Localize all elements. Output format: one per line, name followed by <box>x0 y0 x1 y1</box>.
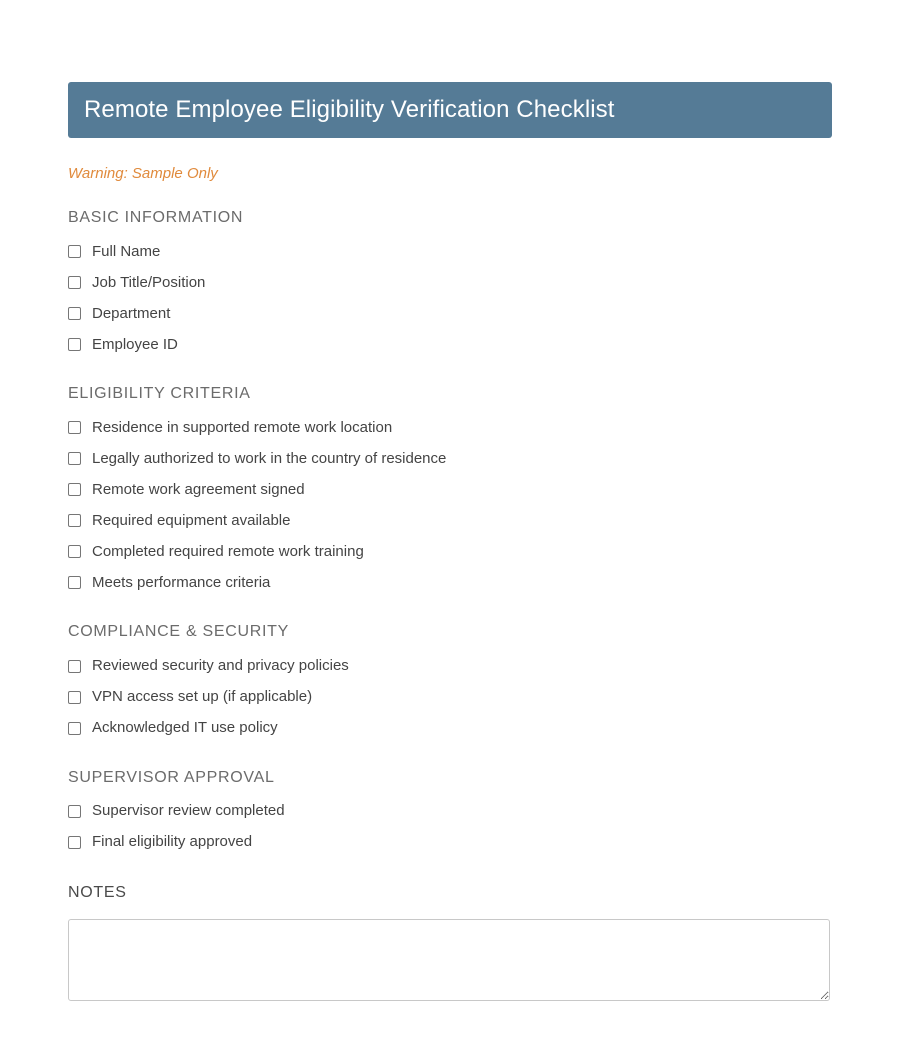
checklist-item[interactable] <box>68 827 832 858</box>
checklist-item-label: Required equipment available <box>92 511 291 529</box>
page-title: Remote Employee Eligibility Verification Checklist <box>84 95 615 123</box>
checkbox-icon[interactable] <box>68 338 81 351</box>
checklist-item[interactable] <box>68 567 832 598</box>
checkbox-icon[interactable] <box>68 276 81 289</box>
checklist-item-label: Remote work agreement signed <box>92 480 305 498</box>
page-header <box>68 82 832 138</box>
checklist-item-label: Meets performance criteria <box>92 573 271 591</box>
checklist-item-label: Legally authorized to work in the country of residence <box>92 449 447 467</box>
checkbox-icon[interactable] <box>68 545 81 558</box>
checklist-item-label: Acknowledged IT use policy <box>92 719 278 737</box>
checkbox-icon[interactable] <box>68 691 81 704</box>
checklist-item[interactable] <box>68 682 832 713</box>
section-title: BASIC INFORMATION <box>68 209 244 226</box>
checkbox-icon[interactable] <box>68 245 81 258</box>
checkbox-icon[interactable] <box>68 421 81 434</box>
checkbox-icon[interactable] <box>68 660 81 673</box>
checkbox-icon[interactable] <box>68 836 81 849</box>
checklist-item-label: Final eligibility approved <box>92 833 253 851</box>
checklist-item-label: Department <box>92 304 171 322</box>
checkbox-icon[interactable] <box>68 452 81 465</box>
checkbox-icon[interactable] <box>68 576 81 589</box>
checklist-item[interactable] <box>68 236 832 267</box>
notes-section <box>68 883 832 1001</box>
checklist-item[interactable] <box>68 267 832 298</box>
checklist-item-label: Residence in supported remote work location <box>92 418 393 436</box>
checkbox-icon[interactable] <box>68 722 81 735</box>
checkbox-icon[interactable] <box>68 483 81 496</box>
checklist-item[interactable] <box>68 713 832 744</box>
checklist-item-label: Completed required remote work training <box>92 542 364 560</box>
checklist-item-label: Supervisor review completed <box>92 802 285 820</box>
checklist-section <box>68 208 832 360</box>
checkbox-icon[interactable] <box>68 307 81 320</box>
checkbox-icon[interactable] <box>68 514 81 527</box>
checkbox-icon[interactable] <box>68 805 81 818</box>
checklist-item[interactable] <box>68 329 832 360</box>
checklist-item-label: Job Title/Position <box>92 273 206 291</box>
checklist-item-label: Employee ID <box>92 335 178 353</box>
checklist-item[interactable] <box>68 443 832 474</box>
checklist-section <box>68 622 832 743</box>
checklist-item[interactable] <box>68 298 832 329</box>
checklist-item[interactable] <box>68 474 832 505</box>
section-title: COMPLIANCE & SECURITY <box>68 623 289 641</box>
section-title: SUPERVISOR APPROVAL <box>68 768 275 786</box>
checklist-item[interactable] <box>68 505 832 536</box>
checklist-sections <box>68 208 832 858</box>
checklist-item-label: VPN access set up (if applicable) <box>92 688 313 706</box>
checklist-item[interactable] <box>68 536 832 567</box>
checklist-item[interactable] <box>68 651 832 682</box>
checklist-item-label: Full Name <box>92 242 161 260</box>
checklist-item[interactable] <box>68 412 832 443</box>
checklist-item[interactable] <box>68 796 832 827</box>
warning-banner: Warning: Sample Only <box>68 165 218 182</box>
checklist-section <box>68 384 832 598</box>
checklist-item-label: Reviewed security and privacy policies <box>92 657 349 675</box>
checklist-section <box>68 768 832 858</box>
notes-title: NOTES <box>68 883 127 901</box>
section-title: ELIGIBILITY CRITERIA <box>68 385 251 403</box>
notes-input[interactable] <box>68 919 830 1001</box>
